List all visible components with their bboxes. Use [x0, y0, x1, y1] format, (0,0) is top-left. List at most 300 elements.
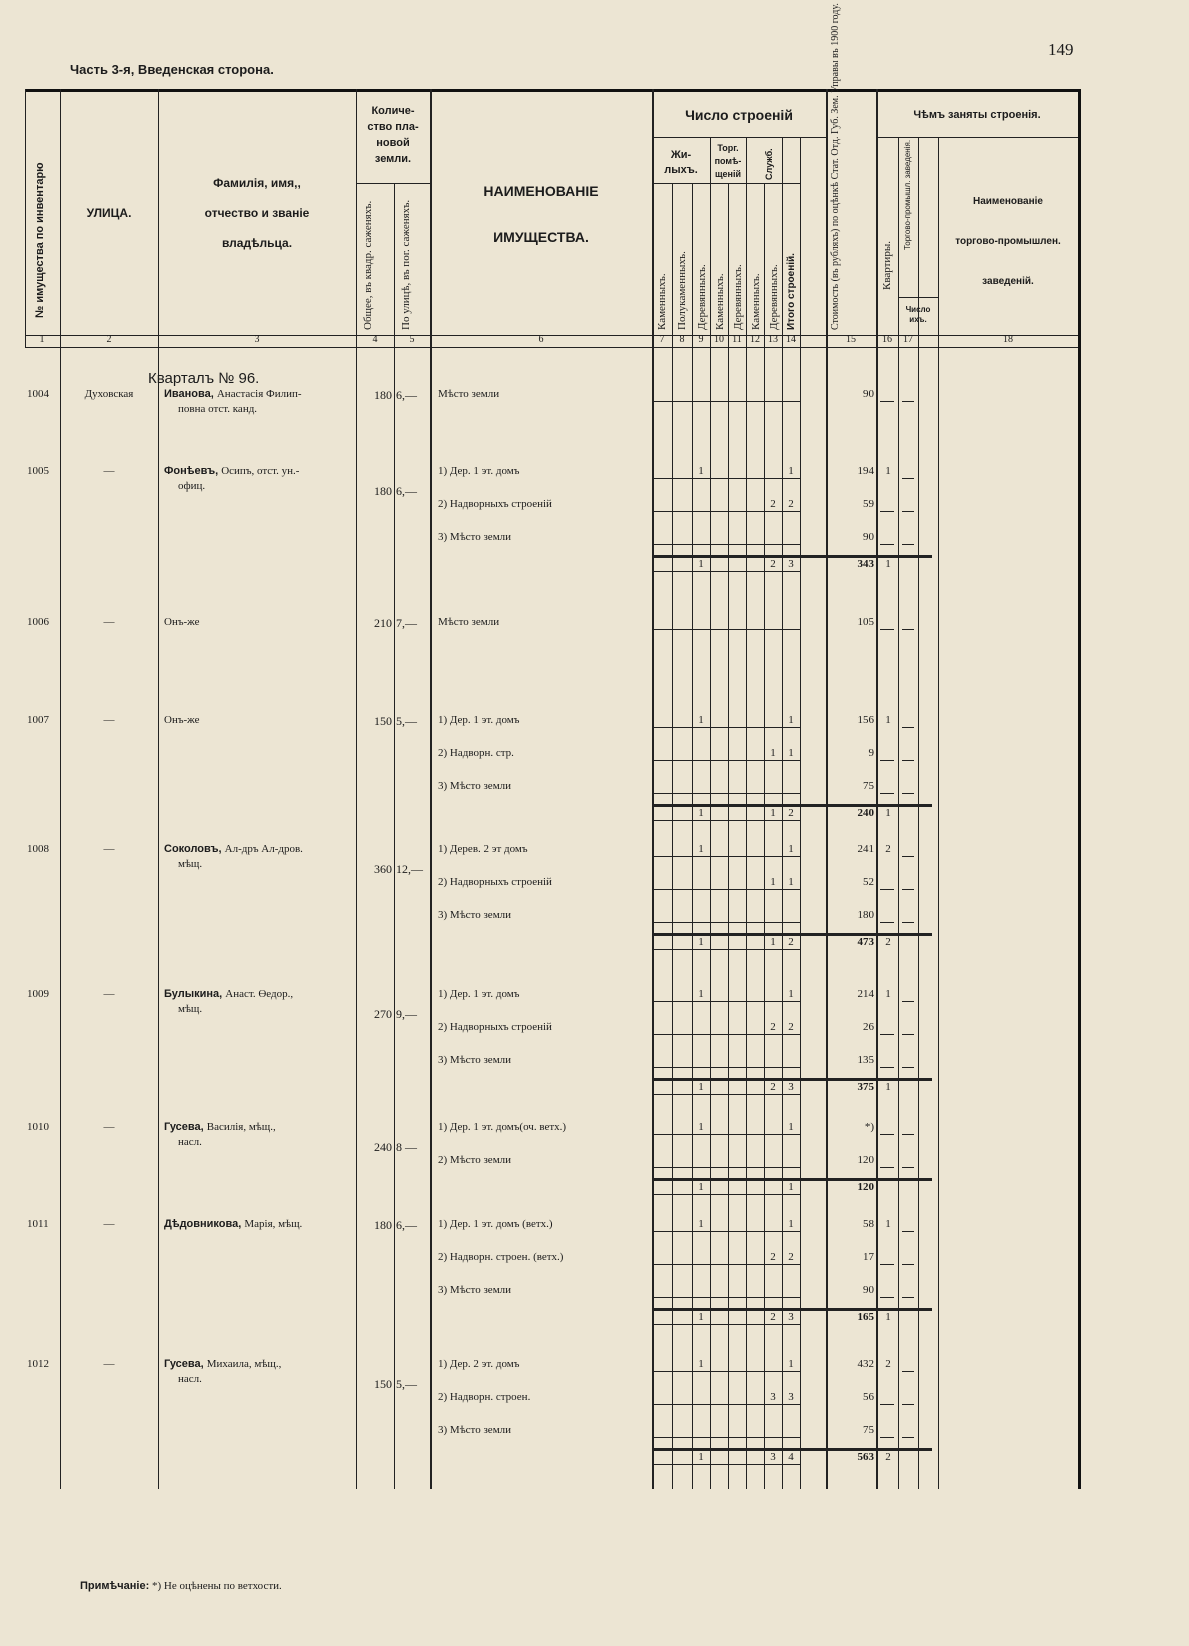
row-frontage: 5,— [396, 1377, 417, 1391]
row-inventory-no: 1009 [27, 988, 49, 1000]
empty-apartments-dash [880, 544, 894, 545]
row-count-c9: 1 [698, 465, 704, 477]
row-cost: 75 [863, 780, 874, 792]
row-count-c14: 2 [788, 498, 794, 510]
row-count-c9: 1 [698, 843, 704, 855]
column-number: 3 [254, 334, 260, 345]
row-cost: 90 [863, 531, 874, 543]
footnote [80, 1580, 282, 1592]
row-area: 180 [374, 1218, 392, 1232]
land-group-header-2: ство пла- [367, 121, 419, 133]
row-owner [164, 616, 200, 628]
column-number: 9 [698, 334, 704, 345]
owner-details: Анаст. Өедор., [225, 988, 294, 1000]
row-count-c14: 1 [788, 1218, 794, 1230]
item-dash-rule [652, 478, 800, 479]
row-item-name: 2) Надворн. строен. [438, 1391, 531, 1403]
empty-trade-dash [902, 889, 914, 890]
empty-trade-dash [902, 1134, 914, 1135]
owner-details: Осипъ, отст. ун.- [221, 465, 300, 477]
empty-trade-dash [902, 1034, 914, 1035]
empty-apartments-dash [880, 1134, 894, 1135]
column-number: 18 [1003, 334, 1013, 345]
row-count-c13: 3 [770, 1391, 776, 1403]
row-frontage: 8 — [396, 1140, 417, 1154]
empty-trade-dash [902, 856, 914, 857]
item-dash-rule [652, 1297, 800, 1298]
empty-trade-dash [902, 1371, 914, 1372]
column-number: 5 [409, 334, 415, 345]
row-inventory-no: 1011 [27, 1218, 49, 1230]
owner-surname: Гусева, [164, 1358, 207, 1370]
row-area: 240 [374, 1140, 392, 1154]
row-apartments: 1 [885, 714, 891, 726]
living-header-2: лыхъ. [664, 164, 698, 176]
owner-surname: Булыкина, [164, 988, 226, 1000]
row-count-c9: 1 [698, 714, 704, 726]
total-count-c9: 1 [698, 1181, 704, 1193]
owner-surname: Фонѣевъ, [164, 465, 222, 477]
col-header-11: Деревянныхъ. [732, 264, 744, 330]
row-item-name: 3) Мѣсто земли [438, 909, 512, 921]
total-dash-rule [652, 1324, 800, 1325]
row-count-c14: 2 [788, 1021, 794, 1033]
row-count-c14: 1 [788, 747, 794, 759]
empty-trade-dash [902, 727, 914, 728]
row-owner-line2: мѣщ. [178, 1003, 203, 1015]
item-dash-rule [652, 760, 800, 761]
col-header-owner-3: владѣльца. [221, 236, 293, 250]
row-cost: 56 [863, 1391, 874, 1403]
row-owner-line2: повна отст. канд. [178, 403, 258, 415]
item-dash-rule [652, 1067, 800, 1068]
row-count-c14: 1 [788, 988, 794, 1000]
total-count-c9: 1 [698, 558, 704, 570]
row-frontage: 12,— [396, 862, 423, 876]
row-area: 150 [374, 1377, 392, 1391]
row-item-name: 3) Мѣсто земли [438, 1054, 512, 1066]
col-header-owner-2: отчество и званіе [204, 206, 310, 220]
row-apartments: 1 [885, 1218, 891, 1230]
row-inventory-no: 1004 [27, 388, 49, 400]
item-dash-rule [652, 1371, 800, 1372]
row-inventory-no: 1010 [27, 1121, 49, 1133]
item-dash-rule [652, 1231, 800, 1232]
item-dash-rule [652, 856, 800, 857]
land-group-header-3: новой [376, 137, 410, 149]
empty-apartments-dash [880, 1067, 894, 1068]
col-header-18-3: заведеній. [982, 276, 1034, 287]
empty-trade-dash [902, 1437, 914, 1438]
col-header-14: Итого строеній. [786, 253, 797, 330]
total-apartments: 2 [885, 936, 891, 948]
row-count-c13: 2 [770, 498, 776, 510]
column-number: 8 [679, 334, 685, 345]
col-header-area: Общее, въ квадр. саженяхъ. [362, 200, 374, 330]
row-item-name: Мѣсто земли [438, 616, 500, 628]
empty-apartments-dash [880, 889, 894, 890]
page-number: 149 [1048, 40, 1074, 59]
col-header-13: Деревянныхъ. [768, 264, 780, 330]
total-dash-rule [652, 949, 800, 950]
col-header-street: УЛИЦА. [86, 206, 132, 220]
row-frontage: 6,— [396, 1218, 417, 1232]
empty-trade-dash [902, 922, 914, 923]
item-dash-rule [652, 1034, 800, 1035]
row-owner-line2: офиц. [178, 480, 206, 492]
row-frontage: 9,— [396, 1007, 417, 1021]
total-count-c14: 2 [788, 807, 794, 819]
item-dash-rule [652, 401, 800, 402]
row-count-c14: 3 [788, 1391, 794, 1403]
row-cost: 135 [857, 1054, 874, 1066]
owner-details: Онъ-же [164, 714, 200, 726]
item-dash-rule [652, 727, 800, 728]
footnote-text: *) Не оцѣнены по ветхости. [152, 1580, 282, 1592]
empty-apartments-dash [880, 629, 894, 630]
empty-apartments-dash [880, 511, 894, 512]
row-item-name: 2) Надворныхъ строеній [438, 1021, 552, 1033]
total-count-c13: 2 [770, 1081, 776, 1093]
row-count-c9: 1 [698, 1121, 704, 1133]
item-dash-rule [652, 889, 800, 890]
total-cost: 120 [857, 1181, 874, 1193]
total-cost: 165 [857, 1311, 874, 1323]
total-dash-rule [652, 1464, 800, 1465]
total-dash-rule [652, 1194, 800, 1195]
empty-trade-dash [902, 1404, 914, 1405]
row-item-name: 1) Дер. 1 эт. домъ [438, 988, 520, 1000]
total-cost: 343 [857, 558, 874, 570]
row-cost: 180 [857, 909, 874, 921]
footnote-label: Примѣчаніе: [80, 1580, 150, 1592]
total-count-c9: 1 [698, 1081, 704, 1093]
item-dash-rule [652, 922, 800, 923]
row-cost: 26 [863, 1021, 874, 1033]
row-owner [164, 988, 293, 1000]
row-item-name: 2) Надворн. строен. (ветх.) [438, 1251, 564, 1263]
row-area: 180 [374, 388, 392, 402]
col-header-property-1: НАИМЕНОВАНІЕ [483, 183, 599, 199]
trade-header-1: Торг. [717, 143, 739, 153]
row-frontage: 6,— [396, 484, 417, 498]
row-frontage: 6,— [396, 388, 417, 402]
owner-details: Ал-дръ Ал-дров. [224, 843, 303, 855]
total-count-c13: 1 [770, 807, 776, 819]
row-count-c9: 1 [698, 988, 704, 1000]
col-header-7: Каменныхъ. [656, 273, 668, 330]
row-owner-line2: мѣщ. [178, 858, 203, 870]
empty-trade-dash [902, 1264, 914, 1265]
item-dash-rule [652, 1134, 800, 1135]
row-count-c14: 1 [788, 843, 794, 855]
row-cost: 90 [863, 1284, 874, 1296]
row-item-name: 1) Дер. 1 эт. домъ(оч. ветх.) [438, 1121, 567, 1133]
row-count-c13: 2 [770, 1021, 776, 1033]
total-count-c14: 3 [788, 558, 794, 570]
total-count-c9: 1 [698, 1311, 704, 1323]
column-number: 11 [732, 334, 742, 345]
column-number: 1 [39, 334, 45, 345]
col-header-15: Стоимость (въ рубляхъ) по оцѣнкѣ Стат. Отд. Губ. Зем. Управы въ 1900 году. [830, 3, 841, 330]
empty-trade-dash [902, 1001, 914, 1002]
total-count-c13: 2 [770, 1311, 776, 1323]
total-dash-rule [652, 571, 800, 572]
total-count-c14: 2 [788, 936, 794, 948]
empty-trade-dash [902, 544, 914, 545]
living-header-1: Жи- [670, 149, 692, 161]
total-dash-rule [652, 1094, 800, 1095]
col-header-frontage: По улицѣ, въ пог. саженяхъ. [400, 199, 412, 330]
item-dash-rule [652, 1167, 800, 1168]
column-number: 13 [768, 334, 778, 345]
row-cost: 432 [857, 1358, 874, 1370]
row-cost: 241 [857, 843, 874, 855]
column-number: 16 [882, 334, 892, 345]
row-item-name: 1) Дер. 1 эт. домъ [438, 714, 520, 726]
col-header-10: Каменныхъ. [714, 273, 726, 330]
empty-apartments-dash [880, 1297, 894, 1298]
column-number: 4 [372, 334, 378, 345]
owner-details: Онъ-же [164, 616, 200, 628]
service-header: Служб. [764, 148, 774, 180]
col-header-12: Каменныхъ. [750, 273, 762, 330]
empty-trade-dash [902, 1067, 914, 1068]
total-count-c14: 3 [788, 1081, 794, 1093]
column-number: 2 [106, 334, 112, 345]
row-area: 360 [374, 862, 392, 876]
row-owner-line2: насл. [178, 1136, 202, 1148]
column-number: 10 [714, 334, 724, 345]
empty-apartments-dash [880, 1034, 894, 1035]
row-count-c14: 1 [788, 876, 794, 888]
empty-trade-dash [902, 760, 914, 761]
row-count-c14: 1 [788, 1358, 794, 1370]
row-cost: 120 [857, 1154, 874, 1166]
row-owner [164, 465, 299, 477]
row-street: — [103, 714, 115, 726]
row-count-c9: 1 [698, 1218, 704, 1230]
item-dash-rule [652, 511, 800, 512]
row-count-c9: 1 [698, 1358, 704, 1370]
row-street: — [103, 1121, 115, 1133]
row-street: — [103, 843, 115, 855]
item-dash-rule [652, 544, 800, 545]
row-inventory-no: 1006 [27, 616, 49, 628]
col-header-owner-1: Фамилія, имя,, [213, 176, 301, 190]
land-group-header-1: Количе- [371, 105, 415, 117]
row-frontage: 7,— [396, 616, 417, 630]
empty-apartments-dash [880, 760, 894, 761]
total-cost: 240 [857, 807, 874, 819]
col-header-inventory-no: № имущества по инвентарю [34, 162, 46, 318]
total-apartments: 1 [885, 558, 891, 570]
row-apartments: 2 [885, 843, 891, 855]
empty-trade-dash [902, 793, 914, 794]
column-number: 14 [786, 334, 796, 345]
row-item-name: Мѣсто земли [438, 388, 500, 400]
total-apartments: 1 [885, 1081, 891, 1093]
row-inventory-no: 1007 [27, 714, 49, 726]
empty-trade-dash [902, 401, 914, 402]
owner-details: Михаила, мѣщ., [206, 1358, 282, 1370]
row-cost: 105 [857, 616, 874, 628]
row-apartments: 1 [885, 988, 891, 1000]
row-item-name: 1) Дер. 2 эт. домъ [438, 1358, 520, 1370]
row-street: — [103, 1358, 115, 1370]
row-owner [164, 1358, 281, 1370]
col-header-17-sub-1: Число [905, 305, 931, 314]
row-frontage: 5,— [396, 714, 417, 728]
row-area: 150 [374, 714, 392, 728]
empty-trade-dash [902, 1167, 914, 1168]
row-count-c14: 1 [788, 714, 794, 726]
trade-header-3: щеній [714, 169, 742, 179]
owner-surname: Гусева, [164, 1121, 207, 1133]
total-cost: 563 [857, 1451, 874, 1463]
item-dash-rule [652, 629, 800, 630]
column-number: 7 [659, 334, 665, 345]
col-header-18-2: торгово-промышлен. [955, 236, 1061, 247]
row-item-name: 1) Дер. 1 эт. домъ (ветх.) [438, 1218, 553, 1230]
owner-details: Василія, мѣщ., [206, 1121, 276, 1133]
total-apartments: 1 [885, 1311, 891, 1323]
row-item-name: 3) Мѣсто земли [438, 1424, 512, 1436]
row-apartments: 2 [885, 1358, 891, 1370]
quarter-heading: Кварталъ № 96. [148, 370, 260, 387]
item-dash-rule [652, 1001, 800, 1002]
row-area: 180 [374, 484, 392, 498]
row-cost: 17 [863, 1251, 874, 1263]
empty-apartments-dash [880, 1437, 894, 1438]
row-count-c13: 1 [770, 876, 776, 888]
total-dash-rule [652, 820, 800, 821]
row-cost: 194 [857, 465, 874, 477]
row-cost: 59 [863, 498, 874, 510]
row-count-c14: 1 [788, 1121, 794, 1133]
row-inventory-no: 1005 [27, 465, 49, 477]
empty-apartments-dash [880, 793, 894, 794]
row-owner [164, 843, 303, 855]
empty-apartments-dash [880, 401, 894, 402]
row-cost: 156 [857, 714, 874, 726]
row-owner-line2: насл. [178, 1373, 202, 1385]
row-street: — [103, 988, 115, 1000]
total-count-c13: 2 [770, 558, 776, 570]
total-cost: 473 [857, 936, 874, 948]
col-header-property-2: ИМУЩЕСТВА. [493, 229, 589, 245]
usage-group-header: Чѣмъ заняты строенія. [913, 109, 1041, 121]
total-count-c9: 1 [698, 807, 704, 819]
part-title: Часть 3-я, Введенская сторона. [70, 62, 274, 77]
row-count-c14: 2 [788, 1251, 794, 1263]
row-inventory-no: 1012 [27, 1358, 49, 1370]
total-count-c9: 1 [698, 936, 704, 948]
row-item-name: 2) Надворн. стр. [438, 747, 514, 759]
column-number: 15 [846, 334, 856, 345]
column-number: 17 [903, 334, 913, 345]
row-item-name: 1) Дерев. 2 эт домъ [438, 843, 528, 855]
owner-surname: Соколовъ, [164, 843, 225, 855]
empty-trade-dash [902, 1231, 914, 1232]
row-street: Духовская [84, 388, 134, 400]
row-street: — [103, 1218, 115, 1230]
item-dash-rule [652, 1437, 800, 1438]
empty-trade-dash [902, 478, 914, 479]
buildings-group-header: Число строеній [685, 107, 793, 123]
row-owner [164, 388, 302, 400]
column-number: 12 [750, 334, 760, 345]
total-count-c14: 3 [788, 1311, 794, 1323]
total-count-c13: 3 [770, 1451, 776, 1463]
row-cost: *) [864, 1121, 874, 1133]
empty-trade-dash [902, 511, 914, 512]
col-header-8: Полукаменныхъ. [676, 251, 688, 330]
row-item-name: 3) Мѣсто земли [438, 780, 512, 792]
empty-apartments-dash [880, 1404, 894, 1405]
owner-details: Анастасія Филип- [216, 388, 302, 400]
col-header-18-1: Наименованіе [973, 196, 1043, 207]
row-owner [164, 1218, 302, 1230]
row-cost: 214 [857, 988, 874, 1000]
owner-surname: Иванова, [164, 388, 217, 400]
row-item-name: 3) Мѣсто земли [438, 531, 512, 543]
row-item-name: 2) Мѣсто земли [438, 1154, 512, 1166]
item-dash-rule [652, 1404, 800, 1405]
total-count-c14: 1 [788, 1181, 794, 1193]
empty-apartments-dash [880, 1264, 894, 1265]
row-item-name: 2) Надворныхъ строеній [438, 498, 552, 510]
total-cost: 375 [857, 1081, 874, 1093]
row-cost: 75 [863, 1424, 874, 1436]
row-area: 270 [374, 1007, 392, 1021]
row-item-name: 3) Мѣсто земли [438, 1284, 512, 1296]
trade-header-2: помѣ- [714, 156, 742, 166]
item-dash-rule [652, 793, 800, 794]
row-area: 210 [374, 616, 392, 630]
row-cost: 52 [863, 876, 874, 888]
owner-details: Марія, мѣщ. [244, 1218, 303, 1230]
total-apartments: 2 [885, 1451, 891, 1463]
total-count-c13: 1 [770, 936, 776, 948]
owner-surname: Дѣдовникова, [164, 1218, 245, 1230]
row-owner [164, 1121, 276, 1133]
item-dash-rule [652, 1264, 800, 1265]
row-item-name: 1) Дер. 1 эт. домъ [438, 465, 520, 477]
row-inventory-no: 1008 [27, 843, 49, 855]
col-header-17: Торгово-промышл. заведенія. [903, 139, 912, 250]
row-item-name: 2) Надворныхъ строеній [438, 876, 552, 888]
empty-apartments-dash [880, 922, 894, 923]
total-count-c9: 1 [698, 1451, 704, 1463]
row-count-c14: 1 [788, 465, 794, 477]
empty-trade-dash [902, 629, 914, 630]
land-group-header-4: земли. [374, 153, 412, 165]
col-header-16: Квартиры. [881, 241, 893, 290]
row-cost: 9 [868, 747, 874, 759]
row-cost: 90 [863, 388, 874, 400]
row-street: — [103, 616, 115, 628]
col-header-17-sub-2: ихъ. [909, 315, 927, 324]
row-cost: 58 [863, 1218, 874, 1230]
row-street: — [103, 465, 115, 477]
row-apartments: 1 [885, 465, 891, 477]
row-owner [164, 714, 200, 726]
empty-apartments-dash [880, 1167, 894, 1168]
row-count-c13: 2 [770, 1251, 776, 1263]
total-count-c14: 4 [788, 1451, 794, 1463]
empty-trade-dash [902, 1297, 914, 1298]
